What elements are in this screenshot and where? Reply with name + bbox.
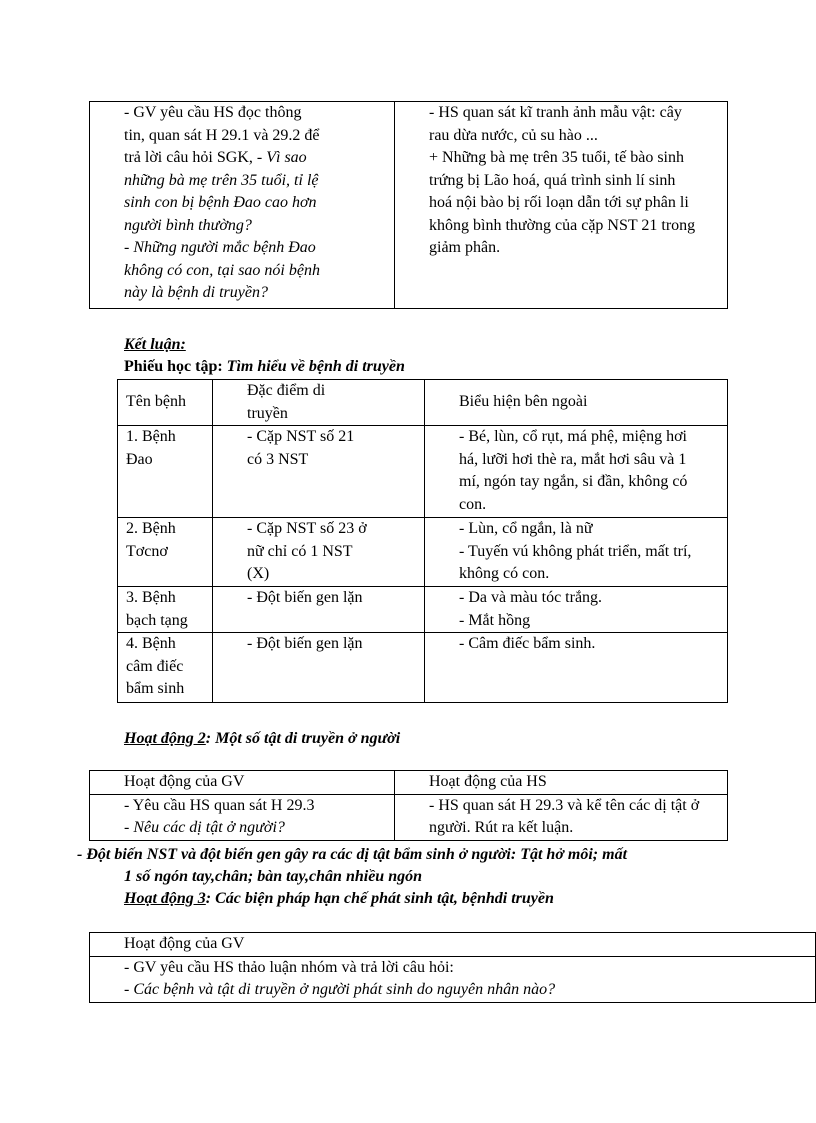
text-line: - GV yêu cầu HS đọc thông (124, 104, 302, 121)
header-external-symptoms: Biểu hiện bên ngoài (425, 380, 728, 426)
conclusion-line-2: 1 số ngón tay,chân; bàn tay,chân nhiều ngón (124, 868, 422, 885)
text-line: trả lời câu hỏi SGK, - Vì sao (124, 149, 307, 166)
teacher-activity-cell: - Yêu cầu HS quan sát H 29.3 - Nêu các dị tật ở người? (90, 794, 395, 840)
activity-table-3 (89, 770, 728, 841)
worksheet-label: Phiếu học tập: (124, 358, 223, 375)
text-line: này là bệnh di truyền? (124, 284, 268, 301)
conclusion-line-1: - Đột biến NST và đột biến gen gây ra các dị tật bẩm sinh ở người: Tật hở môi; mất (77, 846, 628, 863)
text-line: giảm phân. (429, 239, 501, 256)
header-teacher: Hoạt động của GV (90, 771, 395, 795)
text-line: trứng bị Lão hoá, quá trình sinh lí sinh (429, 171, 676, 189)
table-row: 4. Bệnh câm điếc bẩm sinh - Đột biến gen lặn - Câm điếc bẩm sinh. (118, 633, 728, 703)
activity-2-heading: Hoạt động 2: Một số tật di truyền ở người (124, 730, 401, 747)
header-disease-name: Tên bệnh (118, 380, 213, 426)
text-line: - Những người mắc bệnh Đao (124, 239, 316, 256)
header-genetic-trait: Đặc điểm di truyền (213, 380, 425, 426)
header-student: Hoạt động của HS (395, 771, 728, 795)
text-line: rau dừa nước, củ su hào ... (429, 126, 598, 144)
text-line: tin, quan sát H 29.1 và 29.2 để (124, 126, 320, 144)
text-line: hoá nội bào bị rối loạn dẫn tới sự phân li (429, 194, 689, 211)
text-line: sinh con bị bệnh Đao cao hơn (124, 194, 317, 211)
teacher-activity-cell (90, 102, 395, 309)
text-line: những bà mẹ trên 35 tuổi, tỉ lệ (124, 171, 319, 189)
text-line: không bình thường của cặp NST 21 trong (429, 216, 696, 234)
student-activity-cell (395, 102, 728, 309)
worksheet-topic: Tìm hiểu về bệnh di truyền (222, 358, 405, 375)
activity-table-1 (89, 101, 728, 309)
activity-table-4 (89, 932, 816, 1003)
table-row: 1. Bệnh Đao - Cặp NST số 21 có 3 NST - Bé, lùn, cổ rụt, má phệ, miệng hơi há, lưỡi hơi thè ra, mắt hơi sâu và 1 mí, ngón tay ngắn, si đần, không có con. (118, 426, 728, 518)
conclusion-heading: Kết luận: (124, 336, 186, 353)
text-line: người bình thường? (124, 216, 252, 234)
table-row: 3. Bệnh bạch tạng - Đột biến gen lặn - Da và màu tóc trắng. - Mắt hồng (118, 587, 728, 633)
student-activity-cell: - HS quan sát H 29.3 và kể tên các dị tật ở người. Rút ra kết luận. (395, 794, 728, 840)
text-line: không có con, tại sao nói bệnh (124, 261, 320, 279)
header-teacher: Hoạt động của GV (90, 933, 816, 957)
genetic-disease-table (117, 379, 728, 703)
teacher-activity-cell: - GV yêu cầu HS thảo luận nhóm và trả lời câu hỏi: - Các bệnh và tật di truyền ở người phát sinh do nguyên nhân nào? (90, 956, 816, 1002)
text-line: - HS quan sát kĩ tranh ảnh mẫu vật: cây (429, 104, 682, 121)
table-row: 2. Bệnh Tơcnơ - Cặp NST số 23 ở nữ chỉ có 1 NST (X) - Lùn, cổ ngắn, là nữ - Tuyến vú không phát triển, mất trí, không có con. (118, 518, 728, 587)
activity-3-heading: Hoạt động 3: Các biện pháp hạn chế phát sinh tật, bệnhdi truyền (124, 890, 554, 907)
text-line: + Những bà mẹ trên 35 tuổi, tế bào sinh (429, 149, 684, 166)
worksheet-title (124, 356, 405, 379)
